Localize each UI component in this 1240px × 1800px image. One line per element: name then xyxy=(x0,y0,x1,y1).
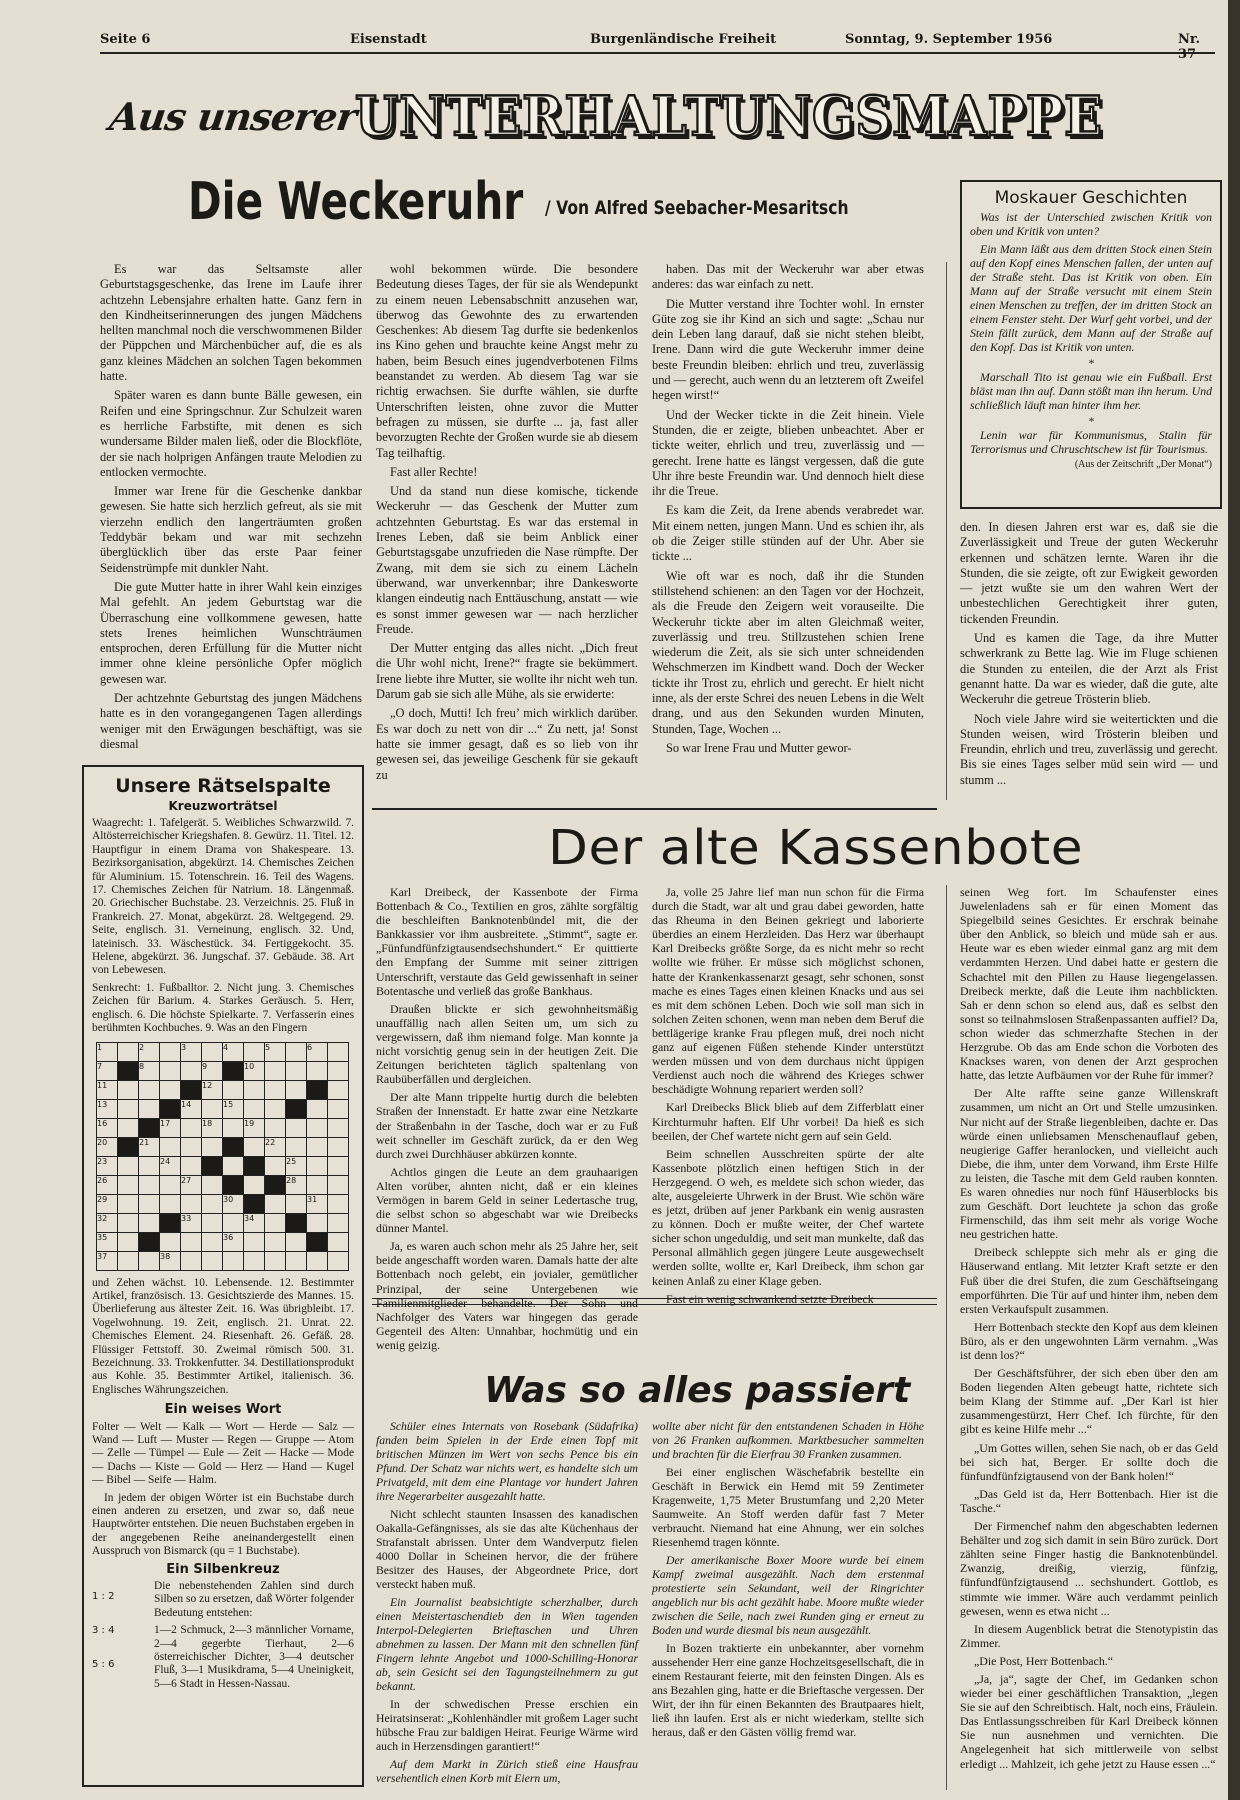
cross-label: 5 : 6 xyxy=(92,1659,115,1671)
crossword-cell[interactable]: 32 xyxy=(97,1213,118,1232)
joke: Lenin war für Kommunismus, Stalin für Terrorismus und Chruschtschew ist für Tourismus. xyxy=(970,428,1212,456)
crossword-cell[interactable] xyxy=(139,1251,160,1270)
crossword-block xyxy=(118,1137,139,1156)
crossword-cell[interactable]: 21 xyxy=(139,1137,160,1156)
paragraph: wollte aber nicht für den entstandenen Schaden in Höhe von 26 Franken aufkommen. Marktbesucher sammelten und brachten für die Eierfrau 30 Franken zusammen. xyxy=(652,1420,924,1461)
crossword-cell[interactable]: 5 xyxy=(265,1042,286,1061)
paragraph: Der Geschäftsführer, der sich eben über den am Boden liegenden Alten gebeugt hatte, richtete sich beim Klang der Stimme auf. „Der Karl ist hier zusammengestürzt, Herr Chef. Ich fürchte, für den gibt es keine Hilfe mehr ...“ xyxy=(960,1366,1218,1437)
joke: Was ist der Unterschied zwischen Kritik von oben und Kritik von unten? xyxy=(970,210,1212,238)
joke: Marschall Tito ist genau wie ein Fußball. Erst bläst man ihn auf. Dann stößt man ihn herum. Und schließlich läuft man hinter ihm her. xyxy=(970,370,1212,412)
joke: Ein Mann läßt aus dem dritten Stock einen Stein auf den Kopf eines Menschen fallen, der unten auf der Straße steht. Das ist Kritik von oben. Ein Mann auf der Straße versucht mit einem Stein einen Menschen zu treffen, der im dritten Stock an einem Fenster steht. Der Wurf geht vorbei, und der Stein fällt zurück, dem Mann auf der Straße auf den Kopf. Das ist Kritik von unten. xyxy=(970,242,1212,354)
crossword-cell[interactable] xyxy=(328,1099,349,1118)
paragraph: „Die Post, Herr Bottenbach.“ xyxy=(974,1653,1114,1668)
crossword-cell[interactable] xyxy=(265,1156,286,1175)
binding-edge xyxy=(1228,0,1240,1800)
source-note: (Aus der Zeitschrift „Der Monat“) xyxy=(1074,459,1212,470)
crossword-cell[interactable]: 18 xyxy=(202,1118,223,1137)
crossword-cell[interactable] xyxy=(328,1251,349,1270)
crossword-cell[interactable]: 2 xyxy=(139,1042,160,1061)
crossword-cell[interactable] xyxy=(160,1194,181,1213)
wort-title: Ein weises Wort xyxy=(164,1402,282,1418)
paragraph: Ja, es waren auch schon mehr als 25 Jahre her, seit beide angeschafft worden waren. Damals hatte der alte Bottenbach noch gelebt, ein jovialer, gemütlicher Prinzipal, der seine Untergebenen wie Familienmitglieder behandelte. Der Sohn und Nachfolger des Vaters war hingegen das gerade Gegenteil des Alten: Unnahbar, hochmütig und ein wenig geizig. xyxy=(376,1239,638,1352)
paragraph: In der schwedischen Presse erschien ein Heiratsinserat: „Kohlenhändler mit großem Lager sucht hübsche Frau zur baldigen Heirat. Feurige Wärme wird auch in Herzensdingen garantiert!“ xyxy=(376,1698,638,1753)
crossword-cell[interactable] xyxy=(307,1099,328,1118)
separator: * xyxy=(1088,356,1094,370)
silben-list: 1—2 Schmuck, 2—3 männlicher Vorname, 2—4 gegerbte Tierhaut, 2—6 österreichischer Dichter, 3—4 deutscher Fluß, 3—1 Musikdrama, 5—4 Uneinigkeit, 5—6 Stadt in Hessen-Nassau. xyxy=(154,1624,354,1690)
story2-col1 xyxy=(376,885,638,1352)
crossword-cell[interactable] xyxy=(223,1080,244,1099)
crossword-cell[interactable] xyxy=(202,1175,223,1194)
paragraph: Draußen blickte er sich gewohnheitsmäßig unauffällig nach allen Seiten um, um sich zu vergewissern, daß ihm niemand folge. Man konnte ja nicht vorsichtig genug sein in der heutigen Zeit. Die Zeitungen berichteten täglich spaltenlang von Raubüberfällen und dergleichen. xyxy=(376,1001,638,1087)
paragraph: Der Alte raffte seine ganze Willenskraft zusammen, um nicht an Ort und Stelle umzusinken. Nur nicht auf der Straße liegenbleiben, dachte er. Das würde einen unliebsamen Menschenauflauf geben, neugierige Gaffer heranlocken, und vielleicht auch Diebe, die ihm, unter dem Vorwand, ihm Erste Hilfe zu leisten, die Tasche mit dem Geld rauben konnten. Es waren ohnedies nur noch fünf Häuserblocks bis zum Geschäft. Dort leuchtete ja schon das große Firmenschild, das ihm seit mehr als vorige Woche neu gestrichen hatte. xyxy=(960,1086,1218,1242)
paragraph: Fast aller Rechte! xyxy=(390,464,478,479)
crossword-cell[interactable]: 9 xyxy=(202,1061,223,1080)
crossword-cell[interactable] xyxy=(328,1175,349,1194)
crossword-cell[interactable] xyxy=(307,1156,328,1175)
crossword-block xyxy=(223,1137,244,1156)
paragraph: Nicht schlecht staunten Insassen des kanadischen Oakalla-Gefängnisses, als sie das alte Küchenhaus der Strafanstalt abrissen. Unter dem Wandverputz fielen 4000 Dollar in Scheinen hervor, die der frühere Besitzer des Hauses, der Abgeordnete Price, dort versteckt haben muß. xyxy=(376,1508,638,1591)
crossword-cell[interactable] xyxy=(307,1137,328,1156)
crossword-cell[interactable] xyxy=(181,1137,202,1156)
crossword-cell[interactable] xyxy=(160,1042,181,1061)
story1-col3 xyxy=(652,262,924,800)
crossword-cell[interactable] xyxy=(181,1118,202,1137)
crossword-cell[interactable] xyxy=(118,1175,139,1194)
raetsel-subtitle: Kreuzworträtsel xyxy=(168,799,278,813)
crossword-cell[interactable] xyxy=(286,1118,307,1137)
crossword-cell[interactable] xyxy=(181,1251,202,1270)
crossword-cell[interactable] xyxy=(160,1232,181,1251)
paragraph: Der achtzehnte Geburtstag des jungen Mädchens hatte es in den vorangegangenen Tagen allerdings weniger mit den Erwägungen beschäftigt, was sie diesmal xyxy=(100,691,362,751)
cross-label: 1 : 2 xyxy=(92,1591,115,1603)
paragraph: Und es kamen die Tage, da ihre Mutter schwerkrank zu Bette lag. Wie im Fluge schienen die Stunden zu enteilen, die der Arzt als Frist genannt hatte. Da war es wieder, daß die gute, alte Weckeruhr die getreue Trösterin blieb. xyxy=(960,631,1218,707)
crossword-cell[interactable] xyxy=(265,1213,286,1232)
crossword-cell[interactable] xyxy=(328,1061,349,1080)
crossword-cell[interactable]: 33 xyxy=(181,1213,202,1232)
crossword-cell[interactable] xyxy=(244,1042,265,1061)
crossword-cell[interactable] xyxy=(244,1232,265,1251)
crossword-cell[interactable] xyxy=(118,1042,139,1061)
rule xyxy=(372,808,937,810)
crossword-cell[interactable] xyxy=(223,1118,244,1137)
moskauer-body xyxy=(962,210,1220,472)
crossword-block xyxy=(307,1080,328,1099)
crossword-cell[interactable] xyxy=(181,1232,202,1251)
paragraph: Achtlos gingen die Leute an dem grauhaarigen Alten vorüber, ahnten nicht, daß er ein kleines Vermögen in barem Geld in seiner Ledertasche trug, die selbst schon so abgeschabt war wie Dreibecks dünner Mantel. xyxy=(376,1164,638,1236)
paragraph: Der Mutter entging das alles nicht. „Dich freut die Uhr wohl nicht, Irene?“ fragte sie bekümmert. Irene liebte ihre Mutter, sie wollte ihr nicht weh tun. Darum gab sie sich alle Mühe, als sie erwiderte: xyxy=(376,641,638,702)
crossword-cell[interactable] xyxy=(160,1080,181,1099)
crossword-cell[interactable] xyxy=(202,1194,223,1213)
crossword-cell[interactable] xyxy=(328,1156,349,1175)
banner-title: UNTERHALTUNGSMAPPE xyxy=(355,84,1103,148)
crossword-cell[interactable] xyxy=(202,1137,223,1156)
crossword-cell[interactable] xyxy=(286,1080,307,1099)
crossword-block xyxy=(223,1061,244,1080)
crossword-cell[interactable] xyxy=(202,1042,223,1061)
clues-down: Senkrecht: 1. Fußballtor. 2. Nicht jung. 3. Chemisches Zeichen für Barium. 4. Starkes Geräusch. 5. Herr, englisch. 6. Die höchste Spielkarte. 7. Verfasserin eines berühmten Kochbuches. 9. Was an den Fingern xyxy=(92,981,354,1035)
crossword-cell[interactable]: 31 xyxy=(307,1194,328,1213)
crossword-cell[interactable]: 1 xyxy=(97,1042,118,1061)
paragraph: den. In diesen Jahren erst war es, daß sie die Zuverlässigkeit und Treue der guten Weckeruhr erkennen und schätzen lernte. Waren ihr die Stunden, die sie zeigte, oft zur Ewigkeit geworden — jetzt wußte sie um den wahren Wert der unbestechlichen Gerechtigkeit ihrer guten, tickenden Freundin. xyxy=(960,520,1218,626)
page-number: Seite 6 xyxy=(100,32,151,47)
crossword-cell[interactable] xyxy=(286,1194,307,1213)
crossword-cell[interactable]: 25 xyxy=(286,1156,307,1175)
paragraph: wohl bekommen würde. Die besondere Bedeutung dieses Tages, der für sie als Wendepunkt zu einem neuen Lebensabschnitt anzusehen war, überwog das Gewohnte des zu erwartenden Geschenkes: Ab diesem Tag durfte sie bedenkenlos ins Kino gehen und brauchte keine Angst mehr zu haben, beim Besuch eines jugendverbotenen Films beanstandet zu werden. Ab diesem Tag war sie richtig erwachsen. Sie durfte wählen, sie durfte Unterschriften leisten, ohne zuvor die Mutter befragen zu müssen, sie durfte ... ja, fast aller bevorzugten Rechte der Großen wurde sie ab diesem Tag teilhaftig. xyxy=(376,262,638,460)
paragraph: Noch viele Jahre wird sie weitertickten und die Stunden weisen, wird Trösterin bleiben und Freundin, ehrlich und treu, zuverlässig und gerecht. Bis sie eines Tages selber müd sein wird — und stumm ... xyxy=(960,711,1218,787)
crossword-cell[interactable] xyxy=(118,1118,139,1137)
wort-words: Folter — Welt — Kalk — Wort — Herde — Salz — Wand — Luft — Muster — Regen — Gruppe — Atom — Zelle — Tümpel — Eule — Zeit — Hacke — Mode — Dachs — Kiste — Gold — Herz — Hand — Kugel — Bibel — Seife — Halm. xyxy=(92,1420,354,1487)
crossword-block xyxy=(307,1232,328,1251)
crossword-cell[interactable]: 17 xyxy=(160,1118,181,1137)
paragraph: Auf dem Markt in Zürich stieß eine Hausfrau versehentlich einen Korb mit Eiern um, xyxy=(376,1758,638,1785)
story1-col4 xyxy=(960,520,1218,800)
column-rule xyxy=(946,885,947,1790)
crossword-cell[interactable]: 11 xyxy=(97,1080,118,1099)
paragraph: „O doch, Mutti! Ich freu’ mich wirklich darüber. Es war doch zu nett von dir ...“ Zu nett, ja! Sonst hatte sie immer gesagt, daß es so lieb von ihr gewesen sei, das jeweilige Geschenk für sie gekauft zu xyxy=(376,706,638,782)
crossword-block xyxy=(139,1118,160,1137)
paragraph: Die gute Mutter hatte in ihrer Wahl kein einziges Mal gefehlt. An jedem Geburtstag war die Überraschung eine vollkommene gewesen, hatte stets Irenes heimlichen Wunschträumen entsprochen, deren Erfüllung für die Mutter nicht immer ohne kleine persönliche Opfer möglich gewesen war. xyxy=(100,579,362,686)
crossword-cell[interactable] xyxy=(328,1080,349,1099)
column-rule xyxy=(946,262,947,800)
crossword-cell[interactable]: 19 xyxy=(244,1118,265,1137)
story1-title: Die Weckeruhr xyxy=(188,172,524,232)
crossword-cell[interactable] xyxy=(244,1137,265,1156)
crossword-cell[interactable]: 38 xyxy=(160,1251,181,1270)
crossword-cell[interactable] xyxy=(139,1099,160,1118)
moskauer-box xyxy=(960,180,1222,509)
crossword-cell[interactable]: 12 xyxy=(202,1080,223,1099)
crossword-cell[interactable] xyxy=(139,1080,160,1099)
crossword-cell[interactable] xyxy=(265,1251,286,1270)
crossword-cell[interactable] xyxy=(202,1251,223,1270)
crossword-cell[interactable] xyxy=(202,1099,223,1118)
crossword-cell[interactable]: 37 xyxy=(97,1251,118,1270)
crossword-cell[interactable] xyxy=(181,1061,202,1080)
crossword-cell[interactable]: 13 xyxy=(97,1099,118,1118)
paragraph: „Um Gottes willen, sehen Sie nach, ob er das Geld bei sich hat, Berger. Er sollte doch die fünfundfünfzigtausend von der Bank holen!“ xyxy=(960,1440,1218,1483)
paragraph: Die Mutter verstand ihre Tochter wohl. In ernster Güte zog sie ihr Kind an sich und sagte: „Schau nur dein Leben lang darauf, daß sie nicht stehen bleibt, Irene. Dann wird die gute Weckeruhr immer deine beste Freundin bleiben: ehrlich und treu, zuverlässig und — gerecht, auch wenn du an letzterem oft Zweifel hegen wirst!“ xyxy=(652,296,924,403)
crossword-block xyxy=(202,1156,223,1175)
paragraph: In Bozen traktierte ein unbekannter, aber vornehm aussehender Herr eine ganze Hochzeitsgesellschaft, die in einem Restaurant feierte, mit den feinsten Dingen. Als es ans Bezahlen ging, hatte er die Brieftasche vergessen. Der Wirt, der ihn für einen Bekannten des Brautpaares hielt, ließ ihn laufen. Erst als er nicht wiederkam, stellte sich heraus, daß er den Gästen völlig fremd war. xyxy=(652,1642,924,1739)
silben-cross xyxy=(92,1580,154,1691)
paragraph: Bei einer englischen Wäschefabrik bestellte ein Geschäft in Berwick ein Hemd mit 59 Zentimeter Kragenweite, 1,75 Meter Brustumfang und 2,20 Meter Saumweite. An Stoff werden dafür fast 7 Meter verbraucht. Niemand hat eine Ahnung, wer ein solches Riesenhemd tragen könnte. xyxy=(652,1466,924,1549)
crossword-cell[interactable]: 26 xyxy=(97,1175,118,1194)
crossword-cell[interactable] xyxy=(286,1137,307,1156)
crossword-cell[interactable]: 20 xyxy=(97,1137,118,1156)
paragraph: In diesem Augenblick betrat die Stenotypistin das Zimmer. xyxy=(960,1621,1218,1650)
crossword-cell[interactable] xyxy=(223,1213,244,1232)
crossword-cell[interactable] xyxy=(244,1080,265,1099)
paragraph: Fast ein wenig schwankend setzte Dreibeck xyxy=(666,1291,874,1306)
double-rule xyxy=(372,1298,937,1305)
crossword-table xyxy=(96,1042,349,1271)
paragraph: Karl Dreibeck, der Kassenbote der Firma Bottenbach & Co., Textilien en gros, zählte sorgfältig die beschleiften Banknotenbündel mit, die der Bankkassier vor ihm ausbreitete. „Stimmt“, sagte er. „Fünfundfünfzigtausendsechshundert.“ Er quittierte den Empfang der Summe mit seiner zittrigen Unterschrift, verstaute das Geld gewissenhaft in seiner Botentasche und verließ das große Bankhaus. xyxy=(376,885,638,998)
paragraph: So war Irene Frau und Mutter gewor- xyxy=(666,740,852,755)
story3-title: Was so alles passiert xyxy=(484,1370,911,1411)
crossword-cell[interactable] xyxy=(265,1061,286,1080)
crossword-cell[interactable] xyxy=(118,1251,139,1270)
crossword-cell[interactable]: 30 xyxy=(223,1194,244,1213)
crossword-cell[interactable] xyxy=(244,1251,265,1270)
raetsel-title: Unsere Rätselspalte xyxy=(115,775,331,797)
header-date: Sonntag, 9. September 1956 xyxy=(845,32,1053,47)
crossword-block xyxy=(244,1156,265,1175)
story2-title: Der alte Kassenbote xyxy=(548,820,1084,876)
paragraph: Wie oft war es noch, daß ihr die Stunden stillstehend schienen: an den Tagen vor der Hochzeit, als die Freude den Zeigern weit vorauseilte. Die Weckeruhr tickte aber im alten Gleichmaß weiter, zuverlässig und treu. Stillzustehen schien Irene wiederum die Zeit, als sie sich unter schneidenden Wehschmerzen im Kindbett wand. Doch der Wecker tickte ihr Trost zu, ehrlich und gerecht. Er hielt nicht inne, als der erste Schrei des neuen Lebens in die Welt drang, und aus den Sekunden wurden Minuten, Stunden, Tage, Wochen ... xyxy=(652,568,924,736)
story2-col2 xyxy=(652,885,924,1306)
paragraph: Beim schnellen Ausschreiten spürte der alte Kassenbote plötzlich einen heftigen Stich in der Herzgegend. O weh, es meldete sich schon wieder, das alte, ausgeleierte Uhrwerk in der Brust. Wie schön wäre es jetzt, drüben auf jener Parkbank ein wenig ausrasten zu können. Doch er mußte weiter, der Chef wartete sicher schon ungeduldig, und seit man munkelte, daß das Personal allmählich gegen jüngere Leute ausgewechselt werden sollte, wollte er, Karl Dreibeck, ihm schon gar keinen Anlaß zu einer Klage geben. xyxy=(652,1146,924,1288)
wort-text: In jedem der obigen Wörter ist ein Buchstabe durch einen anderen zu ersetzen, und zwar so, daß neue Hauptwörter entstehen. Die neuen Buchstaben ergeben in der angegebenen Reihe aneinandergestellt einen Ausspruch von Bismarck (qu = 1 Buchstabe). xyxy=(92,1491,355,1558)
crossword-cell[interactable] xyxy=(139,1156,160,1175)
paragraph: haben. Das mit der Weckeruhr war aber etwas anderes: das war einfach zu nett. xyxy=(652,262,924,292)
section-banner xyxy=(100,82,1215,162)
crossword-cell[interactable] xyxy=(286,1232,307,1251)
crossword-cell[interactable]: 4 xyxy=(223,1042,244,1061)
crossword-cell[interactable] xyxy=(265,1194,286,1213)
story3-col1 xyxy=(376,1420,638,1792)
crossword-cell[interactable] xyxy=(118,1232,139,1251)
crossword-cell[interactable] xyxy=(265,1118,286,1137)
paragraph: Ja, volle 25 Jahre lief man nun schon für die Firma durch die Stadt, war alt und grau dabei geworden, hatte das Rheuma in den Beinen gekriegt und laborierte überdies an einem Herzleiden. Das Herz war überhaupt Karl Dreibecks größte Sorge, da es nicht mehr so recht wollte wie früher. Er müsse sich möglichst schonen, hatte der Krankenkassenarzt gesagt, sehr schonen, sonst mache es eines Tages einen kleinen Knacks und aus sei es mit dem schönen Leben. Doch wie soll man sich in solchen Zeiten schonen, wenn man neben dem Beruf die bettlägerige kranke Frau pflegen muß, drei noch nicht ganz auf eigenen Füßen stehende Kinder unterstützt werden müssen und von dem durchaus nicht üppigen Verdienst auch noch die während des Krieges schwer beschädigte Wohnung repariert werden soll? xyxy=(652,885,924,1097)
crossword-cell[interactable] xyxy=(181,1194,202,1213)
crossword-cell[interactable] xyxy=(328,1213,349,1232)
crossword-cell[interactable] xyxy=(181,1156,202,1175)
paragraph: Später waren es dann bunte Bälle gewesen, ein Reifen und eine Springschnur. Zur Schulzeit waren es herrliche Farbstifte, mit denen es sich wundersame Bilder malen ließ, oder die Blockflöte, der sie nach holprigen Anfängen traute Melodien zu entlocken vermochte. xyxy=(100,388,362,479)
silben-title: Ein Silbenkreuz xyxy=(166,1561,280,1577)
clues-down-cont: und Zehen wächst. 10. Lebensende. 12. Bestimmter Artikel, französisch. 13. Gesichtszierde des Mannes. 15. Überlieferung aus ältester Zeit. 16. Was übrigbleibt. 17. Vogelwohnung. 19. Zeit, englisch. 21. Unrat. 22. Chemisches Element. 24. Riesenhaft. 26. Gefäß. 28. Flüssiger Fettstoff. 30. Zweimal römisch 500. 31. Bezeichnung. 33. Trokkenfutter. 34. Destillationsprodukt aus Kohle. 35. Bestimmter Artikel, italienisch. 36. Englisches Währungszeichen. xyxy=(92,1276,354,1396)
story1-col2 xyxy=(376,262,638,800)
crossword-cell[interactable] xyxy=(286,1251,307,1270)
clues-across: Waagrecht: 1. Tafelgerät. 5. Weibliches Schwarzwild. 7. Altösterreichischer Kriegshafen. 8. Gewürz. 11. Titel. 12. Hauptfigur in einem Drama von Shakespeare. 13. Bezirksorganisation, abgekürzt. 14. Chemisches Zeichen für Aluminium. 15. Totenschrein. 16. Teil des Wagens. 17. Chemisches Zeichen für Natrium. 18. Längenmaß. 20. Griechischer Buchstabe. 23. Verzeichnis. 25. Fluß in Frankreich. 27. Monat, abgekürzt. 28. Weltgegend. 29. Seite, englisch. 31. Verneinung, englisch. 32. Und, lateinisch. 33. Wäschestück. 34. Fertiggekocht. 35. Helene, abgekürzt. 36. Jungschaf. 37. Gebäude. 38. Art von Lebewesen. xyxy=(92,817,354,977)
header-issue: Nr. 37 xyxy=(1178,32,1201,62)
crossword-cell[interactable] xyxy=(307,1061,328,1080)
crossword-cell[interactable] xyxy=(328,1194,349,1213)
paragraph: Und da stand nun diese komische, tickende Weckeruhr — das Geschenk der Mutter zum achtzehnten Geburtstag. Es war das erstemal in Irenes Leben, daß sie beim Anblick einer Geburtstagsgabe unzufrieden die Nase rümpfte. Der Zwang, mit dem sie sich zu einem Lächeln überwand, war unverkennbar; ihre Dankesworte klangen eindeutig nach Enttäuschung, anstatt — wie es sonst immer gewesen war — nach herzlicher Freude. xyxy=(376,484,638,636)
crossword-cell[interactable]: 3 xyxy=(181,1042,202,1061)
crossword-cell[interactable] xyxy=(139,1175,160,1194)
cross-label: 3 : 4 xyxy=(92,1625,115,1637)
crossword-cell[interactable] xyxy=(307,1213,328,1232)
crossword-cell[interactable]: 16 xyxy=(97,1118,118,1137)
crossword-cell[interactable]: 24 xyxy=(160,1156,181,1175)
crossword-cell[interactable]: 8 xyxy=(139,1061,160,1080)
crossword-cell[interactable] xyxy=(160,1137,181,1156)
paragraph: Es kam die Zeit, da Irene abends verabredet war. Mit einem netten, jungen Mann. Und es schien ihr, als ob die Zeiger stille stünden auf der Uhr. Aber sie tickte ... xyxy=(652,503,924,564)
crossword-cell[interactable]: 29 xyxy=(97,1194,118,1213)
crossword-cell[interactable] xyxy=(118,1099,139,1118)
crossword-cell[interactable] xyxy=(118,1213,139,1232)
crossword-cell[interactable] xyxy=(265,1099,286,1118)
crossword-cell[interactable]: 15 xyxy=(223,1099,244,1118)
crossword-cell[interactable] xyxy=(286,1061,307,1080)
story3-col2 xyxy=(652,1420,924,1792)
crossword-cell[interactable]: 35 xyxy=(97,1232,118,1251)
crossword-block xyxy=(160,1213,181,1232)
crossword-cell[interactable]: 6 xyxy=(307,1042,328,1061)
crossword-cell[interactable] xyxy=(160,1175,181,1194)
paragraph: Karl Dreibecks Blick blieb auf dem Zifferblatt einer Kirchturmuhr haften. Elf Uhr vorbei! Da hieß es sich beeilen, der Chef wartete nicht gern auf sein Geld. xyxy=(652,1100,924,1143)
crossword-cell[interactable] xyxy=(202,1213,223,1232)
separator: * xyxy=(1088,414,1094,428)
crossword-cell[interactable] xyxy=(265,1080,286,1099)
paragraph: „Ja, ja“, sagte der Chef, im Gedanken schon wieder bei einer geschäftlichen Transaktion, „legen Sie sie auf den Schreibtisch. Halt, noch eins, Fräulein. Das Entlassungsschreiben für Karl Dreibeck können Sie nun ausnehmen und vernichten. Die Angelegenheit hat sich mittlerweile von selbst erledigt ... Mahlzeit, ich gehe jetzt zu Hause essen ...“ xyxy=(960,1671,1218,1771)
crossword-cell[interactable] xyxy=(202,1232,223,1251)
banner-script: Aus unserer xyxy=(106,94,359,139)
crossword-cell[interactable] xyxy=(265,1232,286,1251)
crossword-block xyxy=(244,1194,265,1213)
paragraph: Der alte Mann trippelte hurtig durch die belebten Straßen der Innenstadt. Er hatte zwar eine Netzkarte der Straßenbahn in der Tasche, doch war er zu Fuß weit schneller im Geschäft zurück, da er den Weg durch zwei Durchhäuser abkürzen konnte. xyxy=(376,1090,638,1161)
paragraph: Ein Journalist beabsichtigte scherzhalber, durch einen Meistertaschendieb den in Wien tagenden Interpol-Delegierten Brieftaschen und Uhren abnehmen zu lassen. Der Mann mit den schnellen fünf Fingern lehnte Angebot und 1000-Schilling-Honorar ab, sein Gesicht sei den Tagungsteilnehmern zu gut bekannt. xyxy=(376,1596,638,1693)
crossword-block xyxy=(139,1232,160,1251)
crossword-cell[interactable] xyxy=(328,1042,349,1061)
crossword-cell[interactable]: 7 xyxy=(97,1061,118,1080)
crossword-block xyxy=(160,1099,181,1118)
story1-col1 xyxy=(100,262,362,752)
silben-text: Die nebenstehenden Zahlen sind durch Silben so zu ersetzen, daß Wörter folgender Bedeutung entstehen: xyxy=(154,1580,354,1619)
header-paper: Burgenländische Freiheit xyxy=(590,32,777,47)
crossword-block xyxy=(265,1175,286,1194)
header-city: Eisenstadt xyxy=(350,32,427,47)
crossword-grid[interactable] xyxy=(84,1040,362,1271)
crossword-cell[interactable] xyxy=(328,1137,349,1156)
paragraph: Immer war Irene für die Geschenke dankbar gewesen. Sie hatte sich herzlich gefreut, als sie mit vierzehn endlich den langerträumten großen Teddybär bekam und war mit sechzehn überglücklich über das erste Paar feiner Seidenstrümpfe mit dunkler Naht. xyxy=(100,484,362,575)
paragraph: Der Firmenchef nahm den abgeschabten ledernen Behälter und zog sich damit in sein Büro zurück. Dort zählten seine Finger hastig die Banknotenbündel. Zwanzig, dreißig, vierzig, fünfzig, fünfundfünfzigtausend ... sechshundert. Gottlob, es stimmte wie immer. Wäre auch verdammt peinlich gewesen, wenn es etwa nicht ... xyxy=(960,1519,1218,1618)
crossword-cell[interactable] xyxy=(307,1175,328,1194)
crossword-cell[interactable]: 14 xyxy=(181,1099,202,1118)
paragraph: Dreibeck schleppte sich mehr als er ging die Häuserwand entlang. Mit letzter Kraft setzte er den Fuß über die drei Stufen, die zum Geschäftseingang emporführten. Die Tür auf und hinter ihm, neben dem ersten Verkaufspult zusammen. xyxy=(960,1245,1218,1316)
page-header xyxy=(100,30,1215,62)
crossword-cell[interactable]: 27 xyxy=(181,1175,202,1194)
crossword-block xyxy=(223,1175,244,1194)
paragraph: seinen Weg fort. Im Schaufenster eines Juwelenladens sah er für einen Moment das Spiegelbild seines Gesichtes. Er erschrak beinahe über den Anblick, so bleich und müde sah er aus. Heute war es eben wieder einmal ganz arg mit dem verdammten Herzen. Und dabei hatte er gestern die Schachtel mit den Pillen zu Hause liegengelassen. Dreibeck merkte, daß die Leute ihm nachblickten. Sah er denn schon so elend aus, daß es selbst den sonst so teilnahmslosen Straßenpassanten auffiel? Da, schon wieder das schmerzhafte Stechen in der Herzgrube. Ob das am Ende schon die Vorboten des Knackses waren, von denen der Arzt gesprochen hatte, das letzte Aufbäumen vor der Ruhe für immer? xyxy=(960,885,1218,1083)
crossword-cell[interactable] xyxy=(244,1099,265,1118)
crossword-cell[interactable] xyxy=(223,1251,244,1270)
crossword-cell[interactable] xyxy=(328,1118,349,1137)
crossword-cell[interactable] xyxy=(139,1213,160,1232)
moskauer-title: Moskauer Geschichten xyxy=(994,188,1188,208)
crossword-cell[interactable] xyxy=(118,1156,139,1175)
crossword-cell[interactable] xyxy=(328,1232,349,1251)
crossword-block xyxy=(286,1213,307,1232)
crossword-cell[interactable] xyxy=(139,1194,160,1213)
paragraph: Es war das Seltsamste aller Geburtstagsgeschenke, das Irene im Laufe ihrer achtzehn Lebensjahre erhalten hatte. Ganz fern in den Kindheitserinnerungen des jungen Mädchens hellten manchmal noch die verschwommenen Bilder der Püppchen und Märchenbücher auf, die es als ganz kleines Mädchen an solchen Tagen bekommen hatte. xyxy=(100,262,362,384)
paragraph: Herr Bottenbach steckte den Kopf aus dem kleinen Büro, als er den ungewohnten Lärm vernahm. „Was ist denn los?“ xyxy=(960,1319,1218,1362)
paragraph: Der amerikanische Boxer Moore wurde bei einem Kampf zweimal ausgezählt. Nach dem erstenmal protestierte sein Sekundant, weil der Ringrichter angeblich nur bis acht gezählt habe. Moore mußte wieder zwischen die Seile, nach zwei Runden ging er erneut zu Boden und wurde diesmal bis neun ausgezählt. xyxy=(652,1554,924,1637)
crossword-cell[interactable] xyxy=(286,1042,307,1061)
crossword-cell[interactable]: 34 xyxy=(244,1213,265,1232)
raetsel-box xyxy=(82,765,364,1787)
crossword-cell[interactable]: 36 xyxy=(223,1232,244,1251)
paragraph: Und der Wecker tickte in die Zeit hinein. Viele Stunden, die er zeigte, blieben unbeachtet. Aber er tickte weiter, ehrlich und treu, zuverlässig und — gerecht. Irene hatte es längst vergessen, daß die gute Uhr ihre beste Freundin war. Und dennoch hielt diese ihr die Treue. xyxy=(652,407,924,499)
crossword-cell[interactable] xyxy=(307,1251,328,1270)
paragraph: Schüler eines Internats von Rosebank (Südafrika) fanden beim Spielen in der Erde einen Topf mit britischen Münzen im Wert von sechs Pence bis ein Pfund. Der Schatz war nichts wert, es handelte sich um Privatgeld, mit dem eine Plantage vor hundert Jahren ihre Negerarbeiter ausgezahlt hatte. xyxy=(376,1420,638,1503)
crossword-cell[interactable] xyxy=(118,1194,139,1213)
crossword-block xyxy=(118,1061,139,1080)
crossword-block xyxy=(286,1099,307,1118)
story2-col3 xyxy=(960,885,1218,1790)
story1-byline: / Von Alfred Seebacher-Mesaritsch xyxy=(545,197,849,219)
crossword-cell[interactable] xyxy=(118,1080,139,1099)
crossword-cell[interactable] xyxy=(223,1156,244,1175)
crossword-cell[interactable]: 22 xyxy=(265,1137,286,1156)
crossword-cell[interactable]: 23 xyxy=(97,1156,118,1175)
crossword-cell[interactable] xyxy=(244,1175,265,1194)
crossword-cell[interactable]: 10 xyxy=(244,1061,265,1080)
crossword-block xyxy=(181,1080,202,1099)
crossword-cell[interactable]: 28 xyxy=(286,1175,307,1194)
crossword-cell[interactable] xyxy=(307,1118,328,1137)
paragraph: „Das Geld ist da, Herr Bottenbach. Hier ist die Tasche.“ xyxy=(960,1486,1218,1515)
crossword-cell[interactable] xyxy=(160,1061,181,1080)
